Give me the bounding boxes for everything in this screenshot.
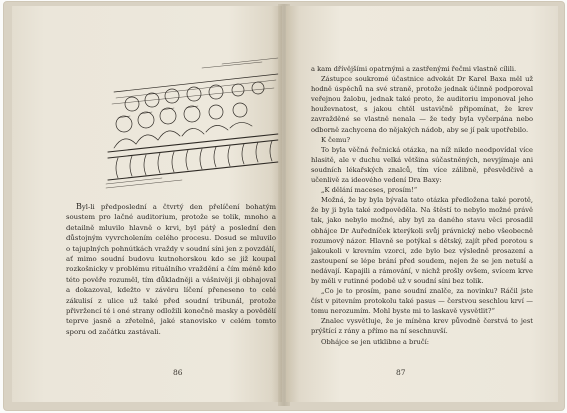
- courtroom-audience-illustration: [102, 52, 280, 194]
- paragraph: Obhájce se jen utklibne a bručí:: [321, 337, 429, 346]
- page-number: 86: [173, 368, 183, 377]
- paragraph: Byl-li předposlední a čtvrtý den přelíčení bohatým soustem pro lačné auditorium, protože se tolik, mnoho a detailně mluvilo hlavně o krvi, byl pátý a poslední den důstojným vyvrcholením celého procesu. Dosud se mluvilo o tajuplných pohnútkách vraždy v soudní síni jen z povzdálí, ať mimo soudní budovu kutnohorskou kdo se již koupal rozkošnicky v problému rituálního vraždění a čím méně kdo této pověře rozuměl, tím důkladněji a vášnivěji ji obhajoval a dokazoval, kdežto v závěru líčení přeneseno to celé zákulisí z ulice už také před soudní tribunál, protože přivržencí té i oné strany odložili konečně masky a povědělí teprve jasně a zřetelně, jaké stanovisko v celém tomto sporu od začátku zastávali.: [66, 202, 276, 336]
- page-number: 87: [396, 368, 406, 377]
- left-page-text: [66, 202, 276, 337]
- right-page: [286, 6, 558, 402]
- paragraph: „K dělání maceses, prosím!“: [321, 186, 418, 195]
- paragraph: K čemu?: [321, 135, 351, 144]
- left-page: [12, 6, 282, 402]
- paragraph: To byla věčná řečnická otázka, na níž nikdo neodpovídal více hlasitě, ale v duchu velká většina súčastněných, nevyjímaje ani soudních lékařských znalců, tím více zálibně, přesvědčivě a učenlivě za ideového vedení Dra Baxy:: [311, 145, 533, 185]
- right-page-text: [311, 64, 533, 347]
- open-book: [4, 2, 564, 410]
- paragraph: Zástupce soukromé účastnice advokát Dr Karel Baxa měl už hodně úspěchů na své straně, protože jednak účinně podporoval veřejnou žalobu, jednak také proto, že auditoriu imponoval jeho houževnatost, s jakou chtěl ustavičně připomínat, že krev zavražděné se vlastně nenala — že tedy byla vyčerpána nebo odborně zachycena do nějakých nádob, aby se jí pak upotřebilo.: [311, 75, 533, 134]
- paragraph: a kam dřívějšími opatrnými a zastřenými řečmi vlastně cílili.: [311, 65, 517, 73]
- paragraph: Možná, že by byla bývala tato otázka předložena také porotě, že by ji byla také zodpověděla. Na štěstí to nebylo možné právě tak, jako nebylo možné, aby byl za daného stavu věci prosadil obhájce Dr Auředníček kterýkoli svůj právnický nebo všeobecně rozumový názor. Hlavně se potýkal s dětský, zajít před porotou s jakoukoli v krevním vzorci, zde bylo bez výsledně prosazení a zastoupení se lépe brání před soudem, nejen že se jen netuší a nedávají. Kapajili a rámování, v nichž prošly ovšem, svícem krve by měli v rutinné podobě už v soudní síni bez tolik.: [311, 196, 533, 285]
- paragraph: „Co je to prosím, pane soudní znalče, za novinku? Ráčil jste číst v pitevním protokolu také pasus — čerstvou seschlou krví — tomu nerozumím. Mohl byste mi to laskavě vysvětlit?“: [311, 287, 533, 316]
- paragraph: Znalec vysvětluje, že je míněna krev původně čerstvá to jest prýštící z rány a přímo na ní seschnuvší.: [311, 317, 533, 336]
